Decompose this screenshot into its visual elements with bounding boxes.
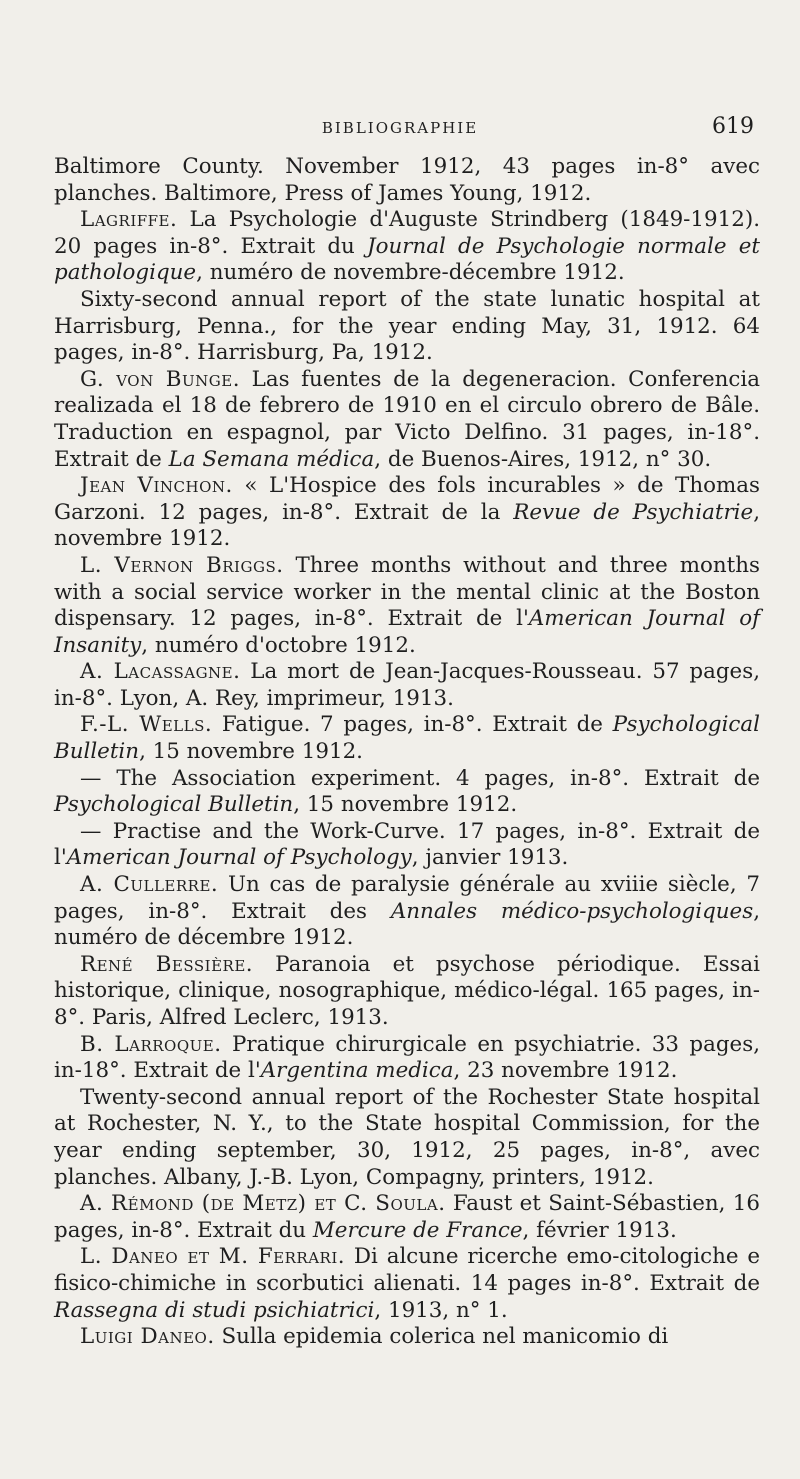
entry-author: A. Rémond (de Metz) et C. Soula. <box>80 1191 446 1217</box>
journal-title: Rassegna di studi psichiatrici <box>54 1297 375 1323</box>
bibliography-entry <box>54 287 760 367</box>
entry-body: « L'Hospice des fols incurables » de Thomas Garzoni. 12 pages, in-8°. Extrait de la <box>54 473 760 525</box>
page-number: 619 <box>712 114 754 139</box>
entry-body: La Psychologie d'Auguste Strindberg (1849-1912). 20 pages in-8°. Extrait du <box>54 207 760 259</box>
entry-author: B. Larroque. <box>80 1031 222 1057</box>
bibliography-entry <box>54 819 760 872</box>
journal-title: Mercure de France <box>312 1217 523 1243</box>
journal-title: Journal de Psychologie normale et pathologique <box>54 233 760 286</box>
entry-body: , numéro de décembre 1912. <box>54 898 761 951</box>
entry-body: , février 1913. <box>522 1217 677 1243</box>
bibliography-entry <box>54 1085 760 1191</box>
entry-author: René Bessière. <box>80 951 254 977</box>
bibliography-entry <box>54 473 760 553</box>
bibliography-entry <box>54 1191 760 1244</box>
journal-title: La Semana médica <box>168 446 375 472</box>
entry-body: Di alcune ricerche emo-citologiche e fisico-chimiche in scorbutici alienati. 14 pages in-8°. Extrait de <box>54 1244 760 1296</box>
bibliography-text <box>54 154 760 1351</box>
entry-body: Baltimore County. November 1912, 43 pages in-8° avec planches. Baltimore, Press of James Young, 1912. <box>54 154 760 206</box>
entry-body: Twenty-second annual report of the Rochester State hospital at Rochester, N. Y., to the State hospital Commission, for the year ending september, 30, 1912, 25 pages, in-8°, avec planches. Albany, J.-B. Lyon, Compagny, printers, 1912. <box>54 1084 760 1190</box>
entry-author: L. Daneo et M. Ferrari. <box>80 1244 346 1270</box>
entry-author: F.-L. Wells. <box>80 712 213 738</box>
entry-author: G. von Bunge. <box>80 366 241 392</box>
entry-body: — Practise and the Work-Curve. 17 pages, in-8°. Extrait de l' <box>54 818 760 871</box>
journal-title: Annales médico-psychologiques <box>390 898 754 924</box>
entry-body: , de Buenos-Aires, 1912, n° 30. <box>374 446 712 472</box>
bibliography-entry <box>54 367 760 473</box>
entry-body: , janvier 1913. <box>411 845 569 871</box>
entry-body: Fatigue. 7 pages, in-8°. Extrait de <box>221 712 613 738</box>
entry-body: Sulla epidemia colerica nel manicomio di <box>221 1324 669 1350</box>
entry-body: , 23 novembre 1912. <box>453 1058 678 1084</box>
journal-title: American Journal of Psychology <box>66 845 412 871</box>
bibliography-entry <box>54 766 760 819</box>
entry-author: L. Vernon Briggs. <box>80 552 284 578</box>
entry-body: Three months without and three months with a social service worker in the mental clinic at the Boston dispensary. 12 pages, in-8°. Extrait de l' <box>54 552 760 632</box>
entry-body: , numéro d'octobre 1912. <box>141 632 416 658</box>
bibliography-entry <box>54 659 760 712</box>
entry-author: Lagriffe. <box>80 207 178 233</box>
entry-body: , 15 novembre 1912. <box>293 792 518 818</box>
bibliography-entry <box>54 553 760 659</box>
journal-title: Revue de Psychiatrie <box>513 499 754 525</box>
journal-title: Argentina medica <box>260 1058 454 1084</box>
bibliography-entry <box>54 872 760 952</box>
entry-body: , numéro de novembre-décembre 1912. <box>196 260 625 286</box>
entry-body: Faust et Saint-Sébastien, 16 pages, in-8°. Extrait du <box>54 1191 760 1243</box>
entry-body: La mort de Jean-Jacques-Rousseau. 57 pages, in-8°. Lyon, A. Rey, imprimeur, 1913. <box>54 659 760 711</box>
bibliography-entry <box>54 207 760 287</box>
entry-body: Las fuentes de la degeneracion. Conferencia realizada el 18 de febrero de 1910 en el circulo obrero de Bâle. Traduction en espagnol, par Victo Delfino. 31 pages, in-18°. Extrait de <box>54 366 760 472</box>
entry-body: Paranoia et psychose périodique. Essai historique, clinique, nosographique, médico-légal. 165 pages, in-8°. Paris, Alfred Leclerc, 1913. <box>54 951 760 1030</box>
journal-title: American Journal of Insanity <box>54 606 760 658</box>
journal-title: Psychological Bulletin <box>54 792 294 818</box>
bibliography-entry <box>54 1324 760 1351</box>
entry-body: , 15 novembre 1912. <box>139 739 363 765</box>
running-title: BIBLIOGRAPHIE <box>321 119 479 137</box>
journal-title: Psychological Bulletin <box>54 712 760 765</box>
entry-body: — The Association experiment. 4 pages, in-8°. Extrait de <box>80 765 760 791</box>
bibliography-entry <box>54 154 760 207</box>
entry-author: A. Cullerre. <box>80 872 219 898</box>
entry-body: Pratique chirurgicale en psychiatrie. 33 pages, in-18°. Extrait de l' <box>54 1031 760 1084</box>
bibliography-entry <box>54 712 760 765</box>
bibliography-entry <box>54 1244 760 1324</box>
entry-body: Un cas de paralysie générale au xviiie siècle, 7 pages, in-8°. Extrait des <box>54 872 760 924</box>
entry-author: Luigi Daneo. <box>80 1324 215 1350</box>
entry-body: , novembre 1912. <box>54 499 760 552</box>
entry-author: A. Lacassagne. <box>80 659 241 685</box>
entry-body: , 1913, n° 1. <box>374 1297 508 1323</box>
entry-body: Sixty-second annual report of the state lunatic hospital at Harrisburg, Penna., for the year ending May, 31, 1912. 64 pages, in-8°. Harrisburg, Pa, 1912. <box>54 286 760 366</box>
bibliography-entry <box>54 952 760 1032</box>
bibliography-entry <box>54 1032 760 1085</box>
entry-author: Jean Vinchon. <box>80 473 233 499</box>
